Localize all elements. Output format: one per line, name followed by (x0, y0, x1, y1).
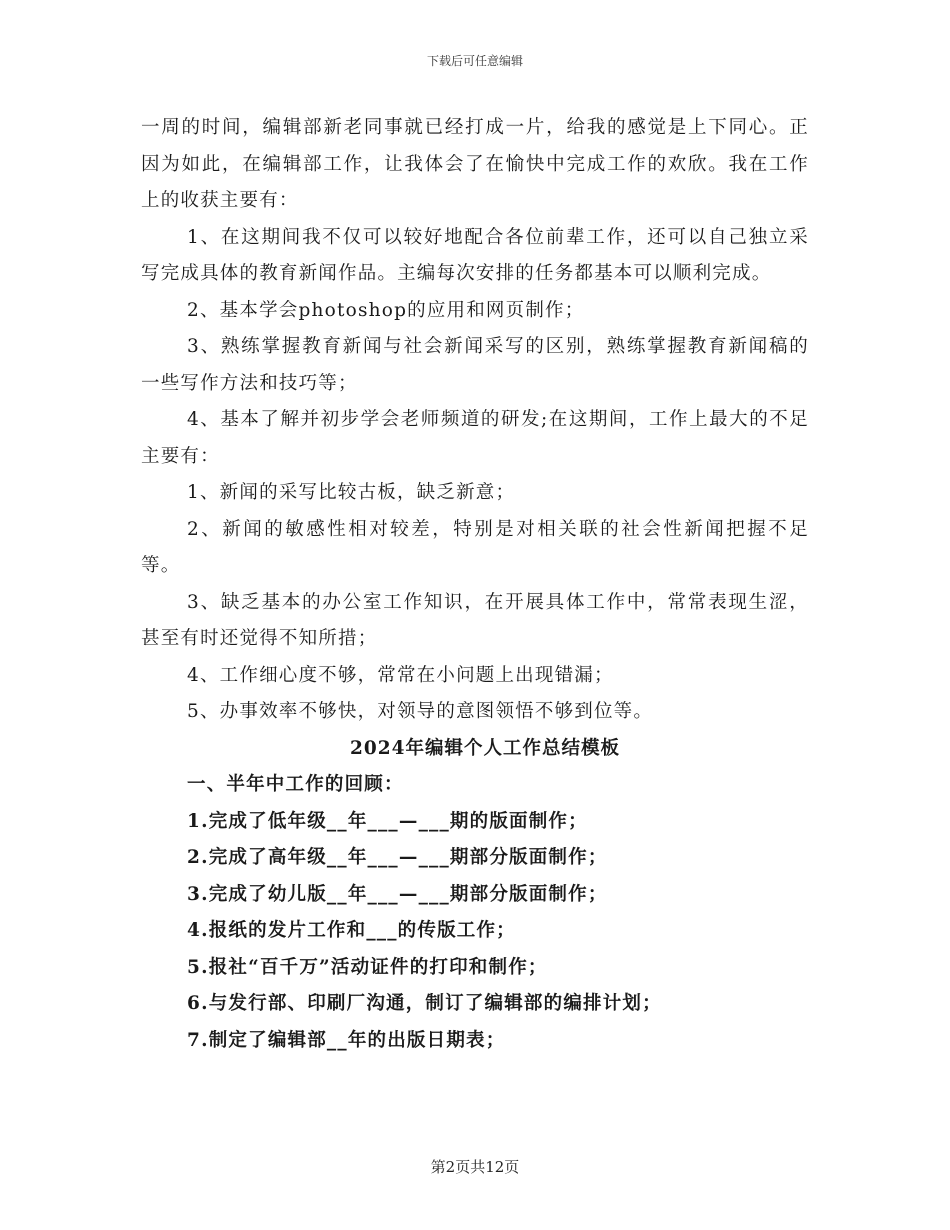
paragraph: 4、工作细心度不够，常常在小问题上出现错漏； (187, 664, 614, 686)
page-header: 下载后可任意编辑 (426, 54, 523, 68)
section-title: 2024年编辑个人工作总结模板 (350, 737, 620, 759)
document-body (141, 110, 809, 1059)
paragraph: 一周的时间，编辑部新老同事就已经打成一片，给我的感觉是上下同心。正因为如此，在编辑部工作，让我体会了在愉快中完成工作的欢欣。我在工作上的收获主要有： (141, 117, 809, 211)
list-item: 5.报社“百千万”活动证件的打印和制作； (187, 956, 548, 978)
list-item: 3.完成了幼儿版__年___—___期部分版面制作； (187, 883, 608, 905)
section-heading: 一、半年中工作的回顾： (187, 774, 404, 795)
page-footer: 第2页共12页 (430, 1158, 520, 1176)
list-item: 2.完成了高年级__年___—___期部分版面制作； (187, 847, 608, 868)
paragraph: 3、缺乏基本的办公室工作知识，在开展具体工作中，常常表现生涩，甚至有时还觉得不知所措； (141, 591, 809, 649)
list-item: 7.制定了编辑部__年的出版日期表； (187, 1029, 506, 1051)
list-item: 1.完成了低年级__年___—___期的版面制作； (187, 810, 588, 832)
paragraph: 4、基本了解并初步学会老师频道的研发;在这期间，工作上最大的不足主要有： (141, 409, 809, 467)
list-item: 4.报纸的发片工作和___的传版工作； (187, 920, 516, 941)
paragraph: 2、基本学会photoshop的应用和网页制作； (187, 299, 585, 321)
list-item: 6.与发行部、印刷厂沟通，制订了编辑部的编排计划； (187, 993, 662, 1014)
paragraph: 3、熟练掌握教育新闻与社会新闻采写的区别，熟练掌握教育新闻稿的一些写作方法和技巧等； (141, 336, 809, 394)
paragraph: 2、新闻的敏感性相对较差，特别是对相关联的社会性新闻把握不足等。 (141, 518, 809, 576)
paragraph: 5、办事效率不够快，对领导的意图领悟不够到位等。 (187, 701, 654, 722)
paragraph: 1、在这期间我不仅可以较好地配合各位前辈工作，还可以自己独立采写完成具体的教育新闻作品。主编每次安排的任务都基本可以顺利完成。 (141, 226, 809, 284)
paragraph: 1、新闻的采写比较古板，缺乏新意； (187, 482, 516, 503)
